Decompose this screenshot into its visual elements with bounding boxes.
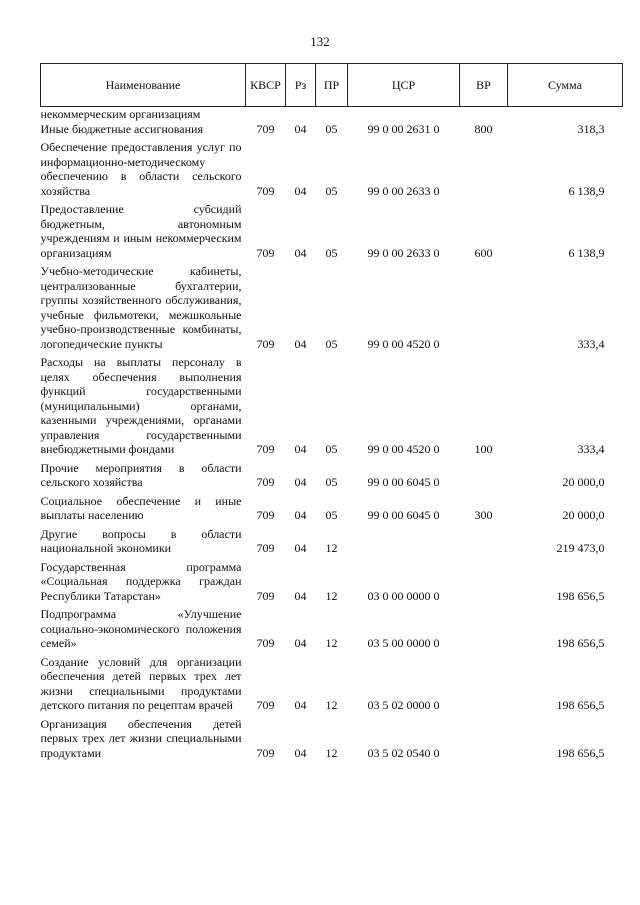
row-csr: 03 5 02 0000 0 — [367, 698, 440, 712]
row-kvsr: 709 — [256, 183, 275, 198]
row-pr: 12 — [325, 541, 338, 555]
table-row — [41, 107, 623, 122]
row-csr: 99 0 00 6045 0 — [367, 508, 440, 522]
table-row — [41, 351, 623, 457]
row-rz: 04 — [294, 636, 307, 650]
row-name: некоммерческим организациям — [40, 107, 201, 121]
row-sum: 20 000,0 — [562, 508, 605, 522]
row-csr: 99 0 00 6045 0 — [367, 475, 440, 489]
row-kvsr: 709 — [256, 508, 275, 522]
row-name: Расходы на выплаты персоналу в целях обеспечения выполнения функций государственными (муниципальными) органами, казенными учреждениями, органами управления государственными внебюджетными фондами — [40, 355, 242, 456]
row-sum: 219 473,0 — [556, 541, 605, 555]
row-sum: 198 656,5 — [556, 745, 605, 760]
row-vr — [460, 713, 508, 761]
row-csr — [348, 523, 460, 556]
row-vr — [460, 260, 508, 351]
table-row — [41, 651, 623, 713]
table-row — [41, 457, 623, 490]
row-name: Подпрограмма «Улучшение социально-экономического положения семей» — [40, 607, 242, 650]
row-pr: 12 — [325, 698, 338, 712]
table-row — [41, 136, 623, 198]
header-kvsr: КВСР — [246, 64, 286, 107]
table-row — [41, 490, 623, 523]
row-kvsr: 709 — [256, 588, 275, 603]
table-row — [41, 556, 623, 604]
budget-table-container — [40, 63, 622, 760]
row-vr — [460, 107, 508, 122]
row-sum: 198 656,5 — [556, 636, 605, 650]
table-row — [41, 603, 623, 651]
row-sum: 318,3 — [577, 121, 605, 136]
row-name: Учебно-методические кабинеты, централизованные бухгалтерии, группы хозяйственного обслуживания, учебные фильмотеки, межшкольные учебно-производственные комбинаты, логопедические пункты — [40, 264, 242, 351]
row-vr: 100 — [474, 442, 493, 456]
row-csr: 03 0 00 0000 0 — [367, 588, 440, 603]
row-name: Создание условий для организации обеспечения детей первых трех лет жизни специальными продуктами детского питания по рецептам врачей — [40, 654, 242, 712]
row-kvsr: 709 — [256, 745, 275, 760]
row-vr: 300 — [474, 508, 493, 522]
row-sum: 6 138,9 — [568, 245, 605, 260]
row-pr: 05 — [325, 245, 338, 260]
row-csr: 99 0 00 4520 0 — [367, 442, 440, 456]
header-pr: ПР — [316, 64, 348, 107]
row-vr: 600 — [474, 245, 493, 260]
row-vr: 800 — [474, 121, 493, 136]
row-rz: 04 — [294, 508, 307, 522]
row-vr — [460, 603, 508, 651]
row-name: Обеспечение предоставления услуг по информационно-методическому обеспечению в области сельского хозяйства — [40, 140, 242, 198]
row-rz: 04 — [294, 588, 307, 603]
row-sum: 198 656,5 — [556, 698, 605, 712]
row-rz: 04 — [294, 698, 307, 712]
header-rz: Рз — [286, 64, 316, 107]
row-pr: 05 — [325, 183, 338, 198]
row-csr: 99 0 00 2631 0 — [367, 121, 440, 136]
page-number: 132 — [310, 34, 330, 49]
row-vr — [460, 651, 508, 713]
row-pr: 12 — [325, 636, 338, 650]
row-kvsr: 709 — [256, 541, 275, 555]
row-pr: 12 — [325, 745, 338, 760]
row-name: Социальное обеспечение и иные выплаты населению — [40, 493, 242, 522]
row-pr: 05 — [325, 475, 338, 489]
budget-table — [40, 63, 623, 760]
row-rz — [286, 107, 316, 122]
row-name: Государственная программа «Социальная поддержка граждан Республики Татарстан» — [40, 559, 242, 603]
row-csr: 03 5 02 0540 0 — [367, 745, 440, 760]
row-pr: 05 — [325, 508, 338, 522]
row-pr: 05 — [325, 442, 338, 456]
row-vr — [460, 136, 508, 198]
table-header-row — [41, 64, 623, 107]
row-sum: 20 000,0 — [562, 475, 605, 489]
row-name: Другие вопросы в области национальной экономики — [40, 526, 242, 555]
row-sum: 333,4 — [577, 336, 605, 351]
row-pr: 05 — [325, 336, 338, 351]
row-rz: 04 — [294, 121, 307, 136]
row-pr: 05 — [325, 121, 338, 136]
row-kvsr: 709 — [256, 475, 275, 489]
table-row — [41, 713, 623, 761]
header-vr: ВР — [460, 64, 508, 107]
row-rz: 04 — [294, 442, 307, 456]
row-csr: 99 0 00 4520 0 — [367, 336, 440, 351]
row-name: Предоставление субсидий бюджетным, автономным учреждениям и иным некоммерческим организациям — [40, 202, 242, 260]
row-rz: 04 — [294, 245, 307, 260]
header-sum: Сумма — [508, 64, 623, 107]
row-csr — [348, 107, 460, 122]
row-sum — [508, 107, 623, 122]
row-csr: 03 5 00 0000 0 — [367, 636, 440, 650]
row-kvsr: 709 — [256, 336, 275, 351]
row-kvsr: 709 — [256, 442, 275, 456]
row-sum: 6 138,9 — [568, 183, 605, 198]
row-csr: 99 0 00 2633 0 — [367, 183, 440, 198]
row-name: Прочие мероприятия в области сельского хозяйства — [40, 460, 242, 489]
row-vr — [460, 523, 508, 556]
row-rz: 04 — [294, 336, 307, 351]
header-name: Наименование — [41, 64, 246, 107]
row-rz: 04 — [294, 183, 307, 198]
row-kvsr: 709 — [256, 121, 275, 136]
row-csr: 99 0 00 2633 0 — [367, 245, 440, 260]
row-kvsr — [246, 107, 286, 122]
row-rz: 04 — [294, 541, 307, 555]
table-row — [41, 198, 623, 260]
row-vr — [460, 556, 508, 604]
row-name: Иные бюджетные ассигнования — [40, 121, 203, 136]
row-sum: 198 656,5 — [556, 588, 605, 603]
row-pr: 12 — [325, 588, 338, 603]
row-rz: 04 — [294, 475, 307, 489]
row-vr — [460, 457, 508, 490]
row-pr — [316, 107, 348, 122]
table-row — [41, 523, 623, 556]
row-kvsr: 709 — [256, 698, 275, 712]
row-sum: 333,4 — [577, 442, 605, 456]
table-row — [41, 122, 623, 137]
row-kvsr: 709 — [256, 245, 275, 260]
row-name: Организация обеспечения детей первых трех лет жизни специальными продуктами — [40, 716, 242, 760]
row-kvsr: 709 — [256, 636, 275, 650]
table-row — [41, 260, 623, 351]
header-csr: ЦСР — [348, 64, 460, 107]
row-rz: 04 — [294, 745, 307, 760]
